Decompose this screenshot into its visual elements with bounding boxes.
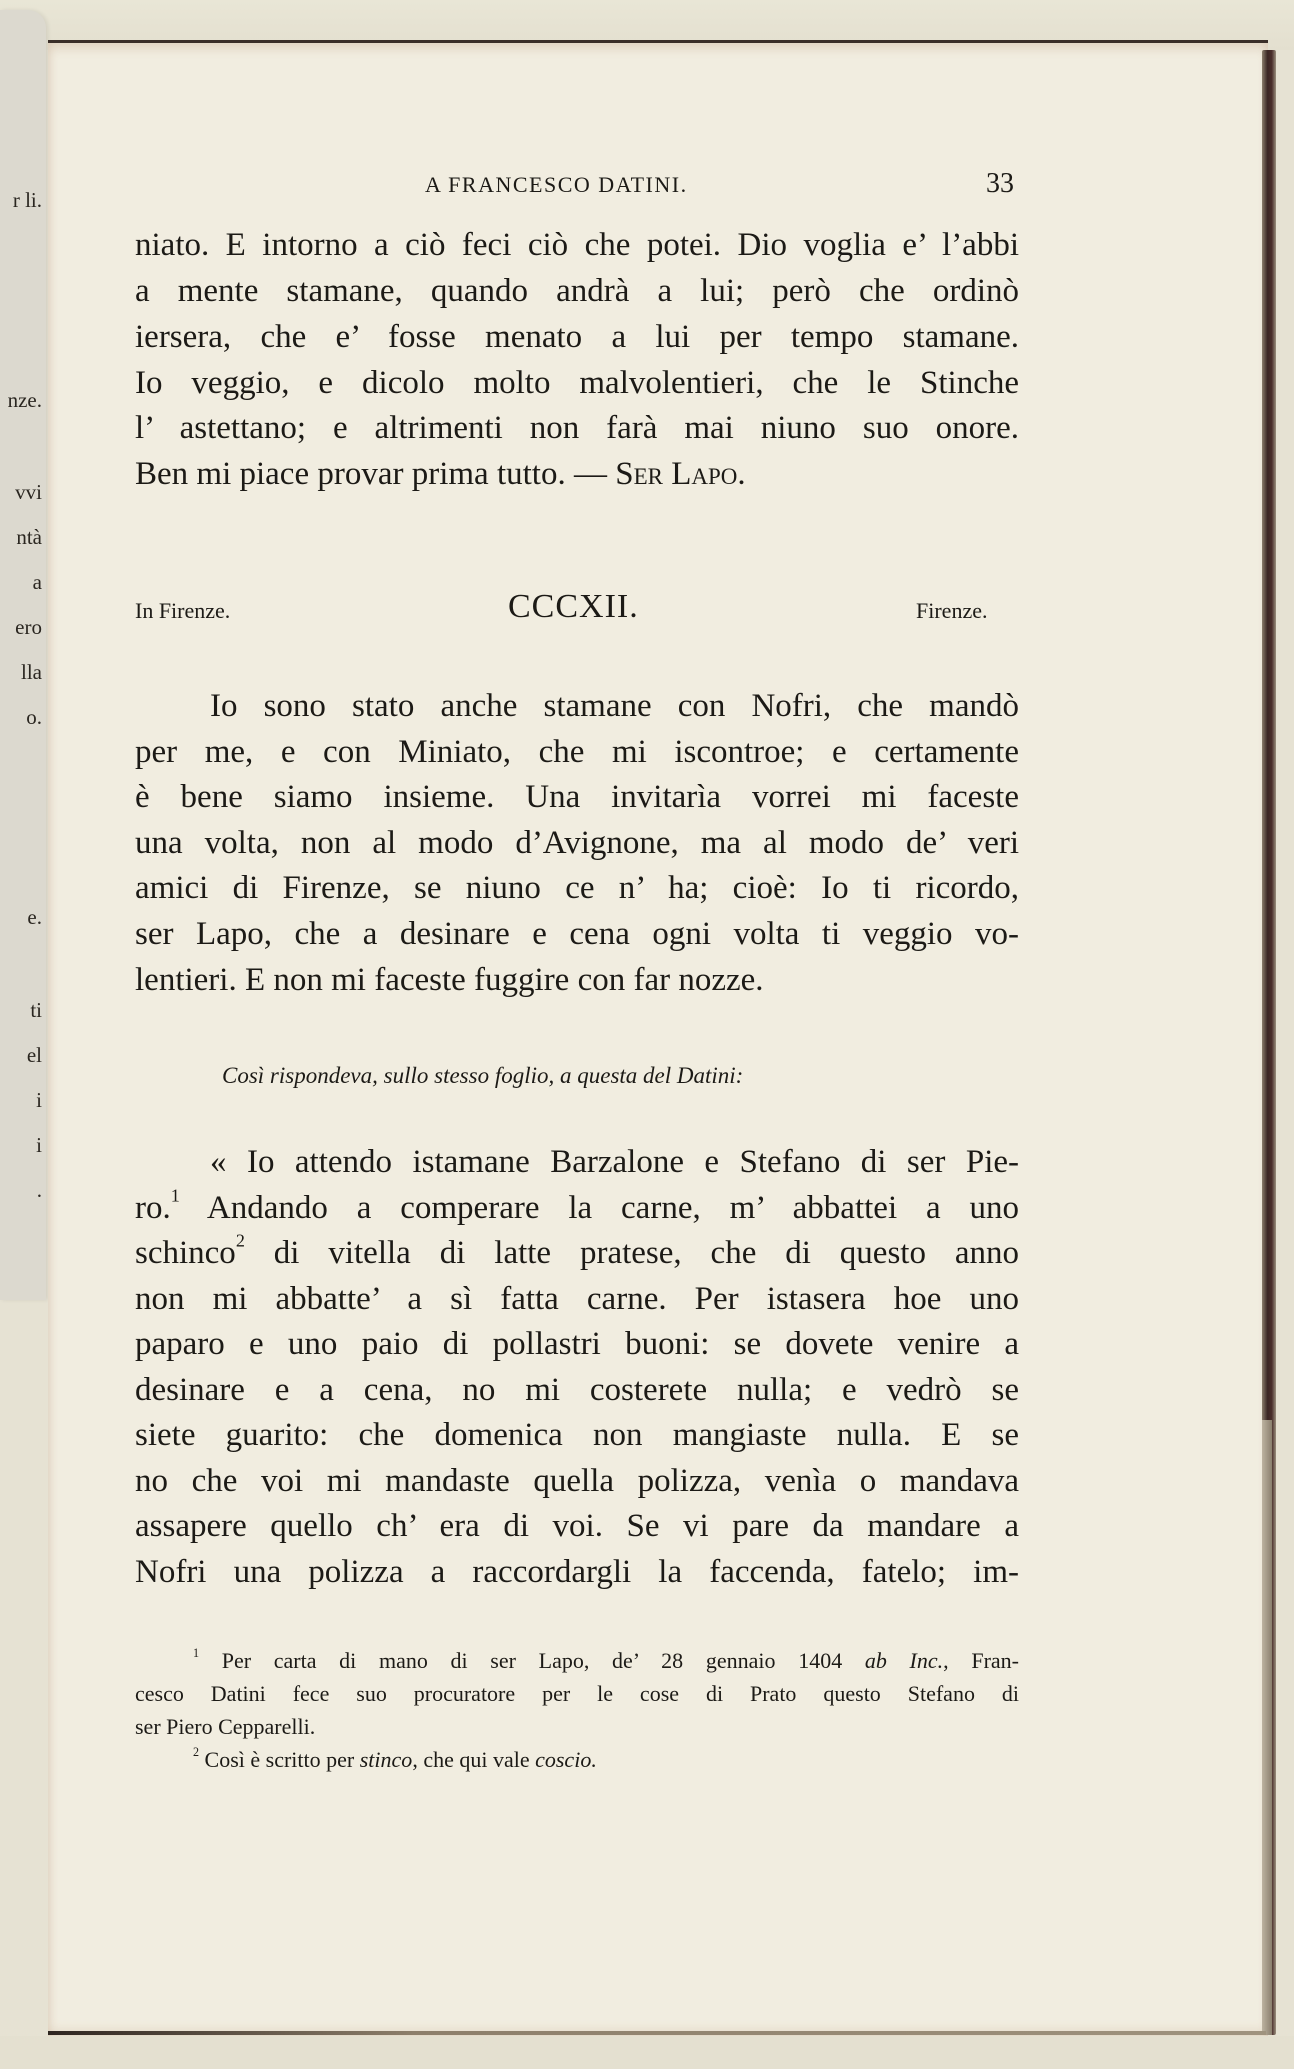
- footnote-marker: 2: [193, 1745, 200, 1760]
- text-line: una volta, non al modo d’Avignone, ma al modo de’ veri: [135, 825, 1019, 861]
- text-line: assapere quello ch’ era di voi. Se vi pare da mandare a: [135, 1508, 1019, 1544]
- text-fragment: ab Inc.: [864, 1648, 944, 1673]
- text-line: non mi abbatte’ a sì fatta carne. Per istasera hoe uno: [135, 1281, 1019, 1317]
- text-fragment: Così è scritto per: [199, 1747, 360, 1772]
- page-bottom-edge: [48, 2031, 1266, 2035]
- text-line: ser Lapo, che a desinare e cena ogni volta ti veggio vo-: [135, 916, 1019, 952]
- text-fragment: , che qui vale: [412, 1747, 536, 1772]
- text-line: Nofri una polizza a raccordargli la faccenda, fatelo; im-: [135, 1554, 1019, 1590]
- text-line: iersera, che e’ fosse menato a lui per tempo stamane.: [135, 319, 1019, 355]
- text-line: per me, e con Miniato, che mi iscontroe; e certamente: [135, 734, 1019, 770]
- editor-note: Così rispondeva, sullo stesso foglio, a questa del Datini:: [222, 1063, 744, 1088]
- footnote-1: [135, 1648, 1019, 1674]
- previous-page-text-fragment: i: [36, 1133, 42, 1157]
- previous-page-text-fragment: .: [36, 1178, 42, 1202]
- previous-page-text-fragment: vvi: [15, 480, 42, 504]
- previous-page-text-fragment: el: [26, 1043, 42, 1067]
- previous-page-text-fragment: ntà: [16, 525, 42, 549]
- text-line: amici di Firenze, se niuno ce n’ ha; cioè: Io ti ricordo,: [135, 870, 1019, 906]
- page-stack-edge: [1262, 1420, 1272, 2035]
- text-fragment: di vitella di latte pratese, che di questo anno: [244, 1235, 1019, 1271]
- text-line: [135, 1230, 1019, 1272]
- footnote-marker: 1: [193, 1646, 200, 1661]
- running-title: A FRANCESCO DATINI.: [425, 172, 688, 197]
- text-line: no che voi mi mandaste quella polizza, venìa o mandava: [135, 1463, 1019, 1499]
- text-line: niato. E intorno a ciò feci ciò che potei. Dio voglia e’ l’abbi: [135, 227, 1019, 263]
- signature: Ser Lapo.: [615, 456, 746, 492]
- text-line: [135, 456, 1019, 493]
- text-line: lentieri. E non mi faceste fuggire con far nozze.: [135, 962, 764, 998]
- footnote-ref: 1: [170, 1185, 180, 1206]
- text-fragment: coscio.: [535, 1747, 597, 1772]
- footnote-ref: 2: [235, 1230, 245, 1251]
- previous-page-text-fragment: nze.: [7, 388, 42, 412]
- text-line: [135, 1185, 1019, 1227]
- text-line: l’ astettano; e altrimenti non farà mai niuno suo onore.: [135, 410, 1019, 446]
- text-fragment: , Fran-: [943, 1648, 1019, 1673]
- text-fragment: ro.: [135, 1190, 171, 1226]
- text-line: Io veggio, e dicolo molto malvolentieri, che le Stinche: [135, 365, 1019, 401]
- page-number: 33: [986, 168, 1014, 199]
- previous-page-edge: [0, 10, 46, 1300]
- text-line: a mente stamane, quando andrà a lui; però che ordinò: [135, 273, 1019, 309]
- previous-page-text-fragment: i: [36, 1088, 42, 1112]
- previous-page-text-fragment: e.: [27, 905, 42, 929]
- text-line: desinare e a cena, no mi costerete nulla; e vedrò se: [135, 1372, 1019, 1408]
- previous-page-text-fragment: lla: [21, 660, 42, 684]
- letter-origin: In Firenze.: [135, 598, 231, 623]
- letter-destination: Firenze.: [916, 598, 988, 623]
- text-fragment: schinco: [135, 1235, 236, 1271]
- text-line: « Io attendo istamane Barzalone e Stefano di ser Pie-: [210, 1144, 1019, 1180]
- text-fragment: stinco: [359, 1747, 413, 1772]
- text-line: è bene siamo insieme. Una invitarìa vorrei mi faceste: [135, 779, 1019, 815]
- text-fragment: Ben mi piace provar prima tutto. —: [135, 456, 616, 492]
- previous-page-text-fragment: ti: [30, 998, 42, 1022]
- text-line: siete guarito: che domenica non mangiaste nulla. E se: [135, 1417, 1019, 1453]
- previous-page-text-fragment: a: [32, 570, 42, 594]
- backdrop-bottom: [0, 2036, 1294, 2069]
- text-line: Io sono stato anche stamane con Nofri, che mandò: [210, 688, 1019, 724]
- footnote-line: ser Piero Cepparelli.: [135, 1714, 316, 1739]
- footnote-2: [135, 1747, 1019, 1773]
- text-line: paparo e uno paio di pollastri buoni: se dovete venire a: [135, 1326, 1019, 1362]
- previous-page-text-fragment: o.: [26, 705, 42, 729]
- letter-number: CCCXII.: [508, 588, 639, 625]
- footnote-line: cesco Datini fece suo procuratore per le cose di Prato questo Stefano di: [135, 1681, 1019, 1706]
- previous-page-text-fragment: r li.: [12, 188, 42, 212]
- text-fragment: Andando a comperare la carne, m’ abbattei a uno: [179, 1190, 1019, 1226]
- text-fragment: Per carta di mano di ser Lapo, de’ 28 gennaio 1404: [199, 1648, 865, 1673]
- previous-page-text-fragment: ero: [15, 615, 42, 639]
